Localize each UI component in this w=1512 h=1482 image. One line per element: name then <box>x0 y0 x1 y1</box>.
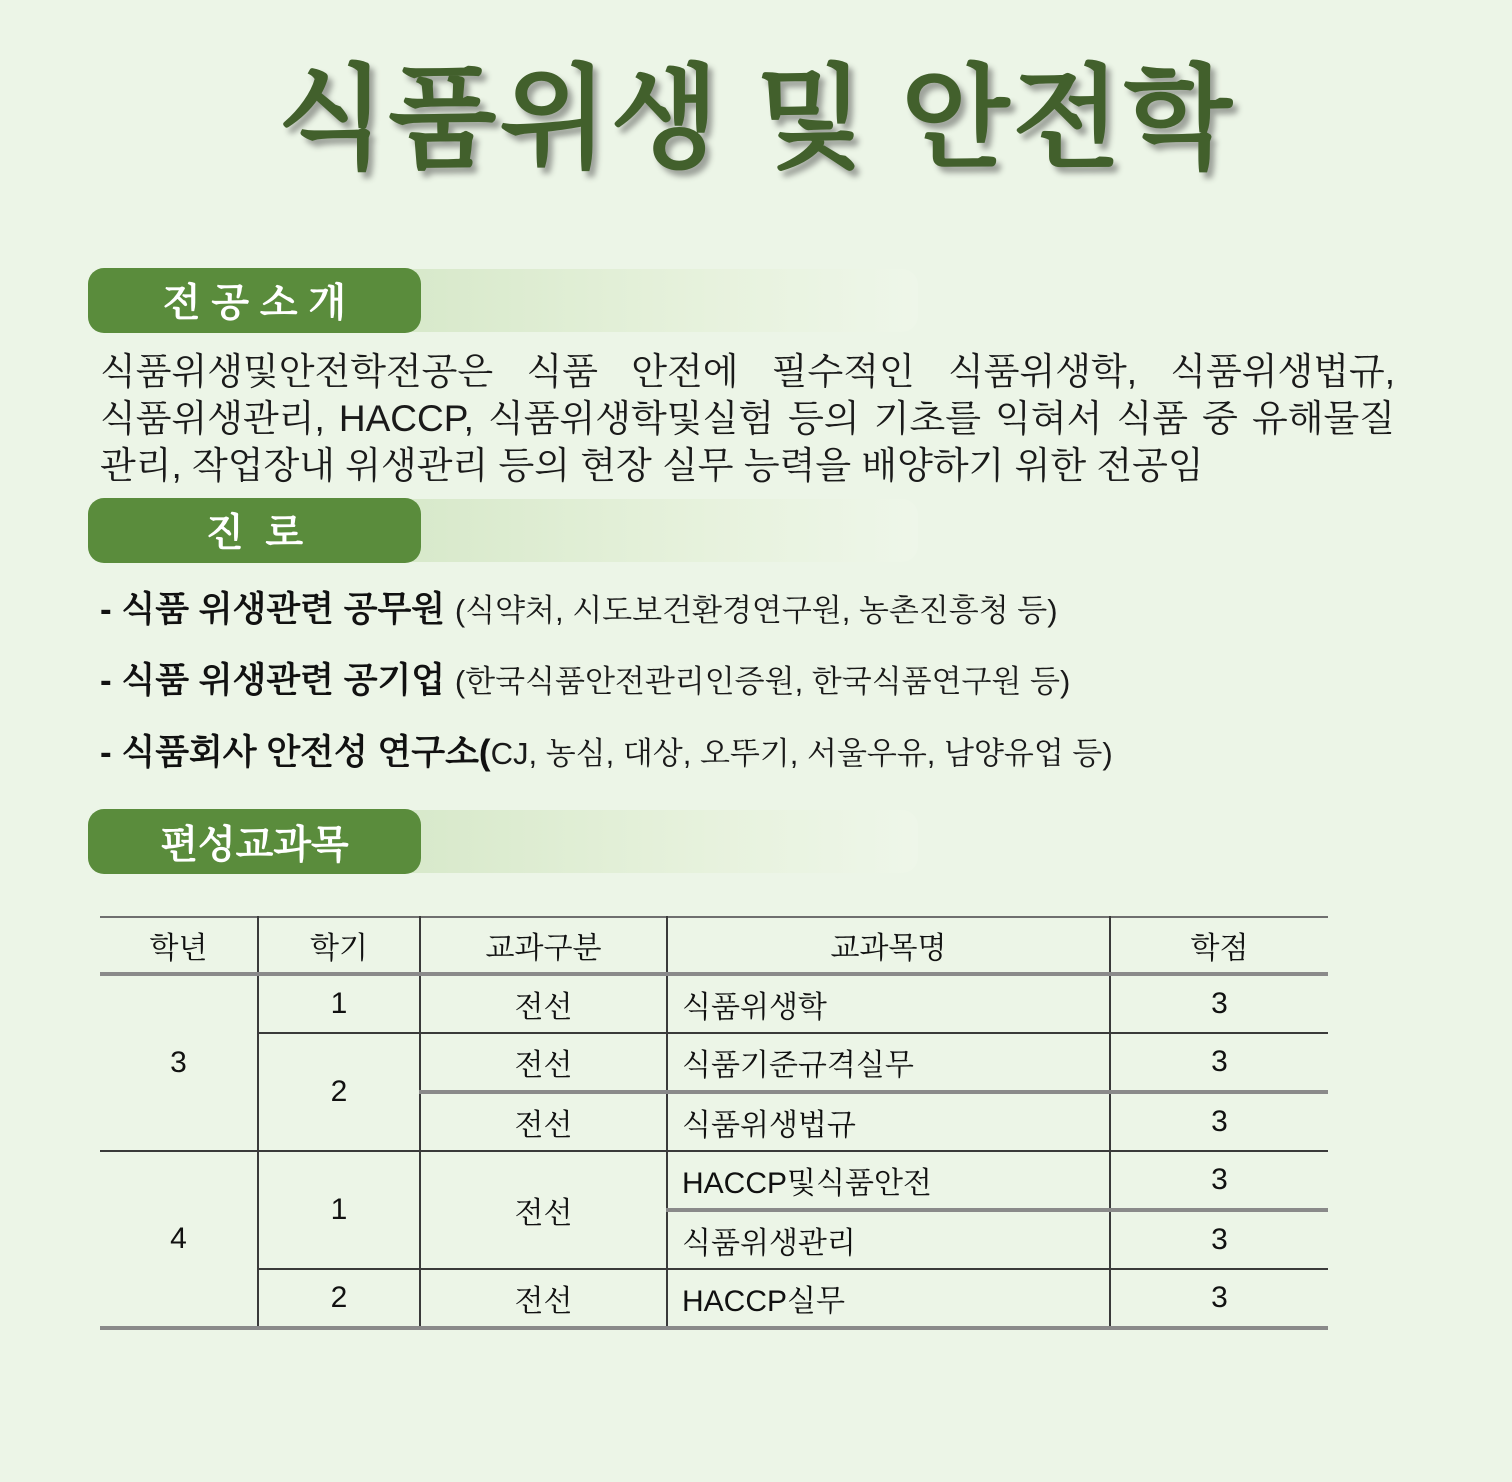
table-header-cell: 교과구분 <box>420 917 667 974</box>
table-cell: 3 <box>1211 987 1228 1021</box>
career-item-title: - 식품 위생관련 공무원 <box>100 589 455 629</box>
table-cell: 1 <box>258 974 420 1033</box>
career-list-item <box>100 658 1512 704</box>
table-cell: 전선 <box>420 974 667 1033</box>
career-badge: 진 로 <box>88 498 421 563</box>
table-cell: 3 <box>1110 1269 1328 1328</box>
career-item-detail: (한국식품안전관리인증원, 한국식품연구원 등) <box>454 664 1071 700</box>
table-cell: 3 <box>1110 1092 1328 1151</box>
table-header-cell: 교과목명 <box>667 917 1110 974</box>
table-header-cell: 학점 <box>1110 917 1328 974</box>
table-cell: 4 <box>100 1151 258 1328</box>
table-cell: 전선 <box>420 1033 667 1092</box>
table-cell: 전선 <box>420 1151 667 1269</box>
table-cell: 3 <box>1110 1210 1328 1269</box>
career-section-header <box>88 498 918 563</box>
section-curriculum <box>0 809 1512 1330</box>
section-career <box>0 498 1512 776</box>
table-header-cell: 학기 <box>258 917 420 974</box>
curriculum-table <box>100 916 1328 1330</box>
table-cell: HACCP실무 <box>667 1269 1110 1328</box>
table-cell: 1 <box>258 1151 420 1269</box>
curriculum-table-body <box>100 974 1328 1328</box>
intro-badge: 전 공 소 개 <box>88 268 421 333</box>
table-cell: 전선 <box>420 1269 667 1328</box>
career-list-item <box>100 730 1512 776</box>
page-title: 식품위생 및 안전학 <box>277 56 1235 181</box>
career-item-detail: (식약처, 시도보건환경연구원, 농촌진흥청 등) <box>454 592 1058 628</box>
career-list <box>100 587 1512 776</box>
table-cell: 전선 <box>420 1092 667 1151</box>
intro-section-header <box>88 268 918 333</box>
table-cell: 식품위생관리 <box>667 1210 1110 1269</box>
table-cell: 식품위생학 <box>667 974 1110 1033</box>
curriculum-section-header <box>88 809 918 874</box>
table-cell: 2 <box>258 1033 420 1151</box>
table-cell: 3 <box>100 974 258 1151</box>
career-item-title: - 식품 위생관련 공기업 <box>100 661 455 701</box>
table-row <box>100 974 1328 1033</box>
curriculum-table-head <box>100 917 1328 974</box>
career-item-detail: CJ, 농심, 대상, 오뚜기, 서울우유, 남양유업 등) <box>490 735 1113 771</box>
intro-paragraph: 식품위생및안전학전공은 식품 안전에 필수적인 식품위생학, 식품위생법규, 식품위생관리, HACCP, 식품위생학및실험 등의 기초를 익혀서 식품 중 유해물질 관리, 작업장내 위생관리 등의 현장 실무 능력을 배양하기 위한 전공임 <box>100 350 1395 486</box>
career-list-item <box>100 587 1512 633</box>
table-header-cell: 학년 <box>100 917 258 974</box>
table-cell: 식품위생법규 <box>667 1092 1110 1151</box>
table-cell: 식품기준규격실무 <box>667 1033 1110 1092</box>
table-cell: 3 <box>1110 1033 1328 1092</box>
curriculum-badge: 편성교과목 <box>88 809 421 874</box>
table-cell: 2 <box>258 1269 420 1328</box>
table-row <box>100 1269 1328 1328</box>
career-item-title: - 식품회사 안전성 연구소( <box>100 732 491 772</box>
table-row <box>100 1151 1328 1210</box>
section-intro <box>0 268 1512 490</box>
table-cell: HACCP및식품안전 <box>667 1151 1110 1210</box>
table-cell: 3 <box>1110 1151 1328 1210</box>
table-row <box>100 1033 1328 1092</box>
